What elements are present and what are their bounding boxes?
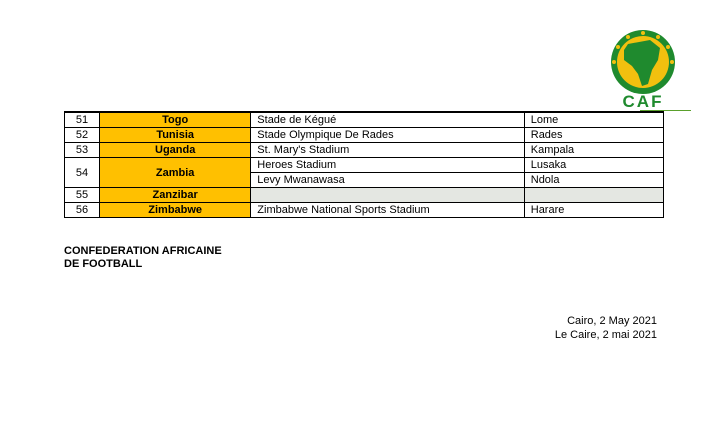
table-row bbox=[65, 188, 664, 203]
confederation-line-2: DE FOOTBALL bbox=[64, 258, 143, 270]
venue-city: Lome bbox=[524, 112, 663, 128]
logo-text: CAF bbox=[622, 92, 664, 110]
venue-country: Zanzibar bbox=[100, 188, 251, 203]
venue-stadium: Stade de Kégué bbox=[251, 112, 524, 128]
venue-city: Kampala bbox=[524, 143, 663, 158]
venue-city bbox=[524, 188, 663, 203]
venue-stadium: St. Mary's Stadium bbox=[251, 143, 524, 158]
venues-table bbox=[64, 111, 664, 218]
venue-number: 54 bbox=[65, 158, 100, 188]
venue-country: Zambia bbox=[100, 158, 251, 188]
caf-logo bbox=[598, 24, 688, 110]
venue-country: Togo bbox=[100, 112, 251, 128]
venue-city: Lusaka bbox=[524, 158, 663, 173]
table-row bbox=[65, 128, 664, 143]
date-french: Le Caire, 2 mai 2021 bbox=[554, 329, 657, 341]
venue-number: 55 bbox=[65, 188, 100, 203]
venue-number: 53 bbox=[65, 143, 100, 158]
venue-city: Ndola bbox=[524, 173, 663, 188]
venue-stadium bbox=[251, 188, 524, 203]
table-row bbox=[65, 112, 664, 128]
venue-country: Tunisia bbox=[100, 128, 251, 143]
date-english: Cairo, 2 May 2021 bbox=[567, 315, 657, 327]
venue-country: Uganda bbox=[100, 143, 251, 158]
table-row bbox=[65, 203, 664, 218]
venue-stadium: Levy Mwanawasa bbox=[251, 173, 524, 188]
venue-number: 51 bbox=[65, 112, 100, 128]
venue-stadium: Stade Olympique De Rades bbox=[251, 128, 524, 143]
venue-stadium: Heroes Stadium bbox=[251, 158, 524, 173]
table-row bbox=[65, 143, 664, 158]
venue-stadium: Zimbabwe National Sports Stadium bbox=[251, 203, 524, 218]
venue-number: 56 bbox=[65, 203, 100, 218]
table-row bbox=[65, 158, 664, 173]
confederation-name bbox=[64, 245, 222, 271]
confederation-line-1: CONFEDERATION AFRICAINE bbox=[64, 245, 222, 257]
venue-city: Harare bbox=[524, 203, 663, 218]
venue-number: 52 bbox=[65, 128, 100, 143]
venue-city: Rades bbox=[524, 128, 663, 143]
venue-country: Zimbabwe bbox=[100, 203, 251, 218]
date-block bbox=[555, 314, 657, 342]
